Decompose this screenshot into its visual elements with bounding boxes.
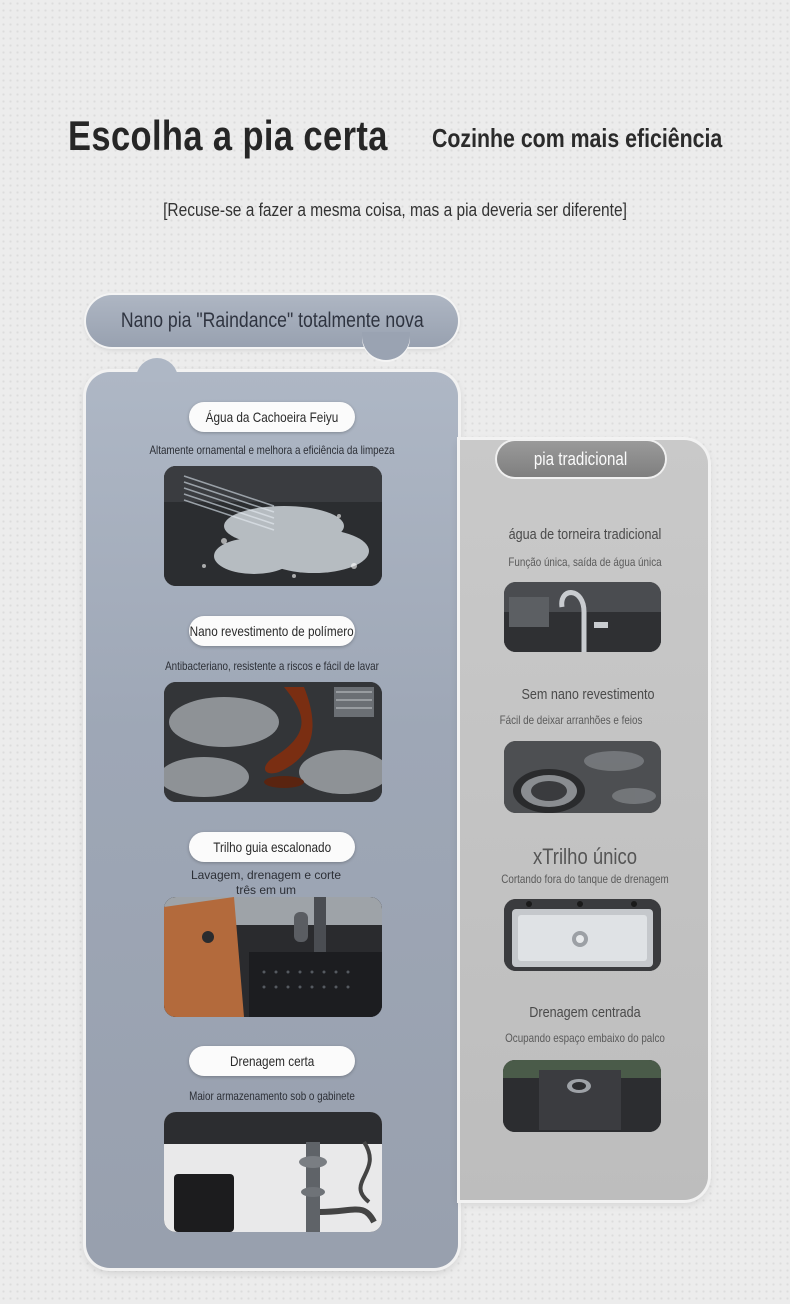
feature-desc: Lavagem, drenagem e corte três em um	[190, 868, 342, 897]
centered-drain-photo	[503, 1060, 661, 1132]
traditional-feature-label: água de torneira tradicional	[508, 526, 662, 543]
feature-desc: Antibacteriano, resistente a riscos e fácil de lavar	[165, 659, 379, 673]
traditional-sink-banner	[497, 441, 665, 477]
new-sink-panel-tab	[136, 358, 178, 382]
traditional-faucet-photo	[504, 582, 661, 652]
traditional-feature-label: xTrilho único	[532, 844, 638, 869]
traditional-feature-label: Sem nano revestimento	[521, 686, 655, 703]
stepped-rail-photo	[164, 897, 382, 1017]
new-sink-banner-tab	[362, 332, 410, 360]
page-title: Escolha a pia certa	[68, 112, 388, 159]
feature-pill-drain	[189, 1046, 355, 1076]
feature-pill-waterfall	[189, 402, 355, 432]
page-subtitle: [Recuse-se a fazer a mesma coisa, mas a pia deveria ser diferente]	[163, 200, 627, 220]
feature-pill-nano-coating	[189, 616, 355, 646]
feature-desc: Maior armazenamento sob o gabinete	[189, 1089, 355, 1103]
drain-pipe-photo	[164, 1112, 382, 1232]
traditional-feature-desc: Ocupando espaço embaixo do palco	[505, 1031, 665, 1045]
waterfall-faucet-photo	[164, 466, 382, 586]
feature-pill-stepped-rail	[189, 832, 355, 862]
steel-basin-photo	[504, 899, 661, 971]
traditional-sink-banner-label: pia tradicional	[534, 448, 628, 469]
feature-label: Trilho guia escalonado	[213, 839, 331, 855]
feature-label: Nano revestimento de polímero	[189, 623, 355, 639]
traditional-feature-desc: Cortando fora do tanque de drenagem	[501, 872, 669, 886]
new-sink-banner-label: Nano pia "Raindance" totalmente nova	[120, 309, 424, 332]
stained-sink-photo	[504, 741, 661, 813]
feature-desc: Altamente ornamental e melhora a eficiência da limpeza	[149, 443, 395, 457]
traditional-feature-label: Drenagem centrada	[529, 1004, 641, 1021]
feature-label: Drenagem certa	[229, 1053, 315, 1069]
traditional-feature-desc: Função única, saída de água única	[508, 555, 662, 569]
feature-label: Água da Cachoeira Feiyu	[205, 409, 339, 425]
page-tagline: Cozinhe com mais eficiência	[432, 123, 723, 153]
traditional-feature-desc: Fácil de deixar arranhões e feios	[499, 713, 643, 727]
nano-coating-photo	[164, 682, 382, 802]
